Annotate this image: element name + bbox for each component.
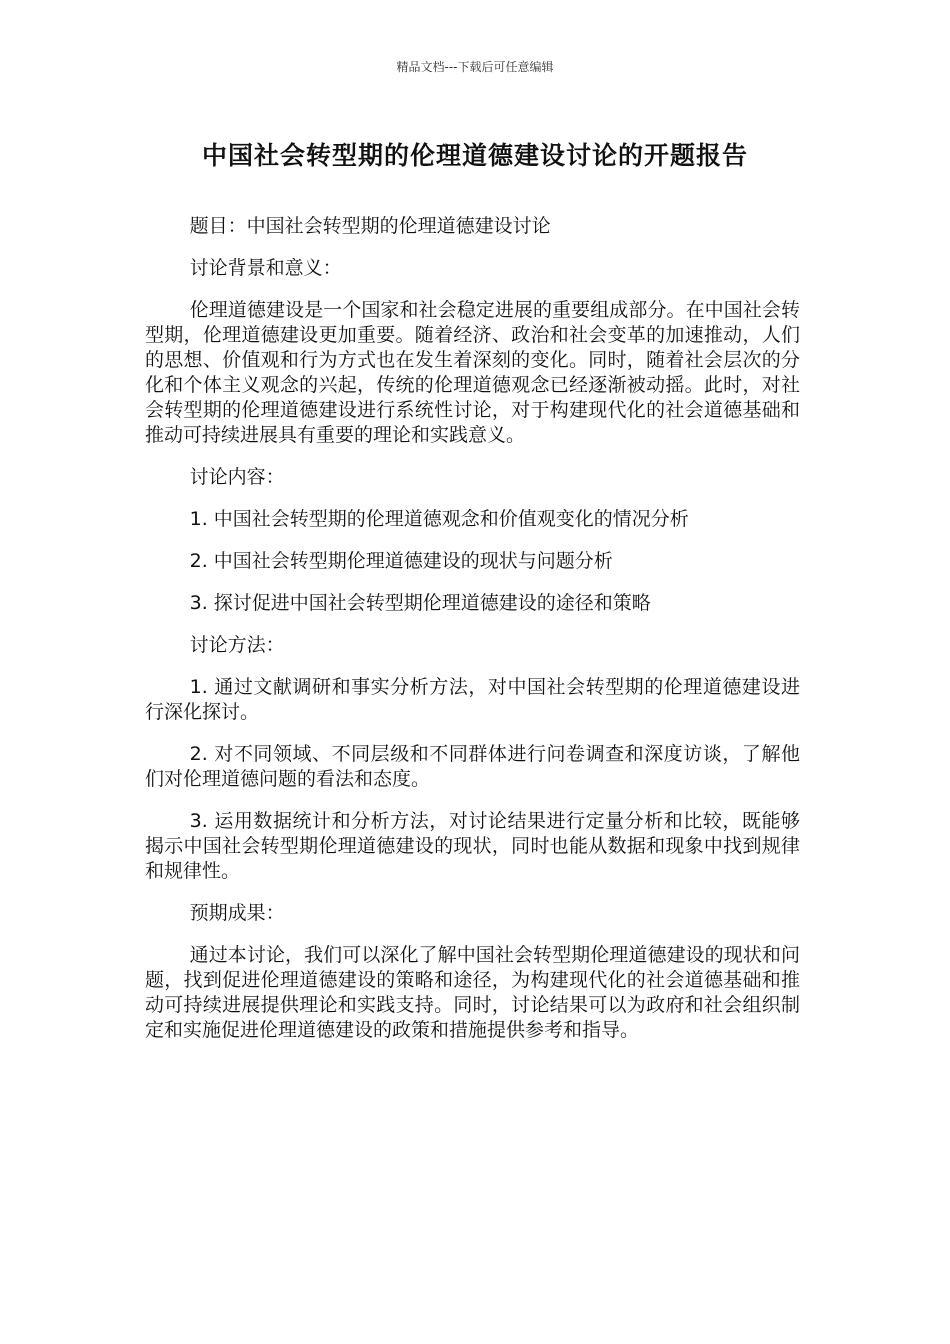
background-heading: 讨论背景和意义： — [189, 257, 342, 279]
content-item: 3. 探讨促进中国社会转型期伦理道德建设的途径和策略 — [189, 592, 651, 614]
content-item: 1. 中国社会转型期的伦理道德观念和价值观变化的情况分析 — [189, 508, 689, 530]
result-paragraph: 通过本讨论，我们可以深化了解中国社会转型期伦理道德建设的现状和问题，找到促进伦理道德建设的策略和途径，为构建现代化的社会道德基础和推动可持续进展提供理论和实践支持。同时，讨论结果可以为政府和社会组织制定和实施促进伦理道德建设的政策和措施提供参考和指导。 — [145, 944, 800, 1041]
background-paragraph: 伦理道德建设是一个国家和社会稳定进展的重要组成部分。在中国社会转型期，伦理道德建设更加重要。随着经济、政治和社会变革的加速推动，人们的思想、价值观和行为方式也在发生着深刻的变化。同时，随着社会层次的分化和个体主义观念的兴起，传统的伦理道德观念已经逐渐被动摇。此时，对社会转型期的伦理道德建设进行系统性讨论，对于构建现代化的社会道德基础和推动可持续进展具有重要的理论和实践意义。 — [145, 299, 800, 446]
topic-line: 题目：中国社会转型期的伦理道德建设讨论 — [189, 215, 551, 237]
method-item: 3. 运用数据统计和分析方法，对讨论结果进行定量分析和比较，既能够揭示中国社会转型期伦理道德建设的现状，同时也能从数据和现象中找到规律和规律性。 — [145, 810, 800, 882]
content-heading: 讨论内容： — [189, 466, 285, 488]
document-title: 中国社会转型期的伦理道德建设讨论的开题报告 — [201, 141, 748, 170]
method-heading: 讨论方法： — [189, 634, 285, 656]
method-item: 2. 对不同领域、不同层级和不同群体进行问卷调查和深度访谈，了解他们对伦理道德问题的看法和态度。 — [145, 743, 800, 790]
content-item: 2. 中国社会转型期伦理道德建设的现状与问题分析 — [189, 550, 613, 572]
result-heading: 预期成果： — [189, 902, 285, 924]
header-note: 精品文档---下载后可任意编辑 — [396, 60, 554, 74]
method-item: 1. 通过文献调研和事实分析方法，对中国社会转型期的伦理道德建设进行深化探讨。 — [145, 676, 800, 723]
document-body — [145, 214, 800, 1060]
